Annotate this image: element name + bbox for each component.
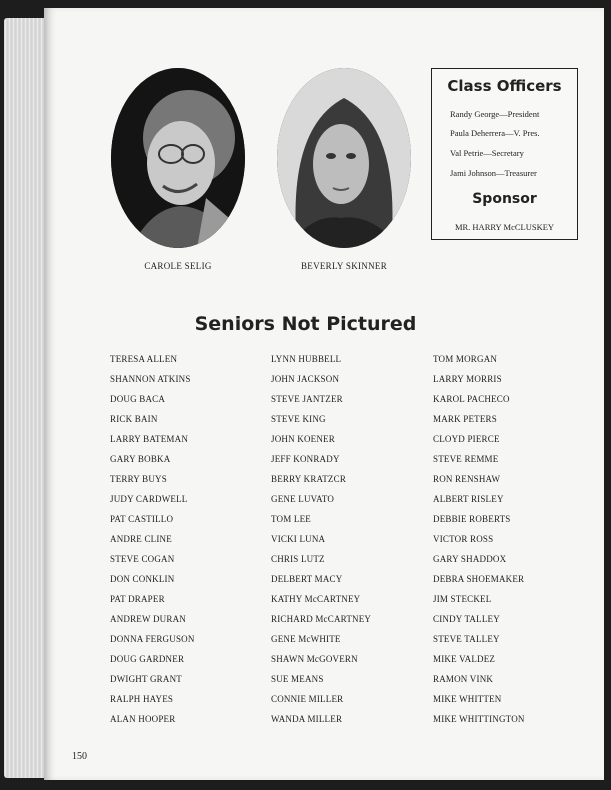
senior-name: DOUG GARDNER: [110, 654, 185, 664]
senior-name: KATHY McCARTNEY: [271, 594, 361, 604]
senior-name: VICTOR ROSS: [433, 534, 494, 544]
senior-name: TERESA ALLEN: [110, 354, 178, 364]
senior-name: LARRY BATEMAN: [110, 434, 189, 444]
senior-name: DWIGHT GRANT: [110, 674, 182, 684]
senior-name: ANDRE CLINE: [110, 534, 172, 544]
senior-name: TERRY BUYS: [110, 474, 167, 484]
senior-name: STEVE COGAN: [110, 554, 175, 564]
page-number: 150: [72, 751, 87, 762]
senior-name: MARK PETERS: [433, 414, 497, 424]
sponsor-name: MR. HARRY McCLUSKEY: [454, 222, 555, 232]
senior-name: STEVE KING: [271, 414, 326, 424]
senior-name: STEVE REMME: [433, 454, 499, 464]
names-column-3: [433, 354, 525, 734]
senior-name: TOM LEE: [271, 514, 311, 524]
book-page-edges: [4, 18, 48, 778]
section-title: Seniors Not Pictured: [194, 313, 417, 335]
portrait-photo-1: [111, 68, 245, 248]
senior-name: JOHN JACKSON: [271, 374, 340, 384]
senior-name: LYNN HUBBELL: [271, 354, 342, 364]
senior-name: DOUG BACA: [110, 394, 166, 404]
senior-name: GARY SHADDOX: [433, 554, 507, 564]
senior-name: STEVE TALLEY: [433, 634, 500, 644]
senior-name: JUDY CARDWELL: [110, 494, 188, 504]
names-column-2: [271, 354, 371, 734]
senior-name: CINDY TALLEY: [433, 614, 500, 624]
senior-name: DELBERT MACY: [271, 574, 343, 584]
senior-name: CLOYD PIERCE: [433, 434, 500, 444]
senior-name: MIKE WHITTEN: [433, 694, 502, 704]
senior-name: JOHN KOENER: [271, 434, 335, 444]
senior-name: ANDREW DURAN: [110, 614, 186, 624]
senior-name: DEBRA SHOEMAKER: [433, 574, 525, 584]
officer-line: Val Petrie—Secretary: [450, 148, 524, 158]
officer-line: Paula Deherrera—V. Pres.: [450, 128, 540, 138]
senior-name: PAT DRAPER: [110, 594, 165, 604]
senior-name: RAMON VINK: [433, 674, 494, 684]
senior-name: STEVE JANTZER: [271, 394, 343, 404]
senior-name: RON RENSHAW: [433, 474, 501, 484]
senior-name: BERRY KRATZCR: [271, 474, 347, 484]
portrait-caption-1: CAROLE SELIG: [144, 261, 212, 271]
senior-name: GARY BOBKA: [110, 454, 171, 464]
senior-name: SHANNON ATKINS: [110, 374, 191, 384]
senior-name: RICK BAIN: [110, 414, 158, 424]
senior-name: ALAN HOOPER: [110, 714, 176, 724]
senior-name: DEBBIE ROBERTS: [433, 514, 511, 524]
senior-name: CHRIS LUTZ: [271, 554, 325, 564]
class-officers-box: [431, 68, 578, 240]
senior-name: ALBERT RISLEY: [433, 494, 504, 504]
senior-name: MIKE WHITTINGTON: [433, 714, 525, 724]
officer-line: Randy George—President: [450, 109, 540, 119]
portrait-photo-2: [277, 68, 411, 248]
senior-name: CONNIE MILLER: [271, 694, 344, 704]
senior-name: GENE LUVATO: [271, 494, 335, 504]
senior-name: DON CONKLIN: [110, 574, 175, 584]
portrait-caption-2: BEVERLY SKINNER: [300, 261, 387, 271]
senior-name: WANDA MILLER: [271, 714, 343, 724]
senior-name: SUE MEANS: [271, 674, 324, 684]
senior-name: JIM STECKEL: [433, 594, 492, 604]
senior-name: MIKE VALDEZ: [433, 654, 496, 664]
names-column-1: [110, 354, 195, 734]
senior-name: JEFF KONRADY: [271, 454, 340, 464]
officer-line: Jami Johnson—Treasurer: [450, 168, 537, 178]
senior-name: SHAWN McGOVERN: [271, 654, 358, 664]
senior-name: VICKI LUNA: [271, 534, 326, 544]
class-officers-title: Class Officers: [447, 77, 562, 95]
senior-name: GENE McWHITE: [271, 634, 341, 644]
senior-name: RICHARD McCARTNEY: [271, 614, 372, 624]
senior-name: DONNA FERGUSON: [110, 634, 195, 644]
senior-name: LARRY MORRIS: [433, 374, 502, 384]
senior-name: RALPH HAYES: [110, 694, 174, 704]
senior-name: TOM MORGAN: [433, 354, 498, 364]
sponsor-title: Sponsor: [472, 191, 537, 207]
senior-name: KAROL PACHECO: [433, 394, 510, 404]
senior-name: PAT CASTILLO: [110, 514, 174, 524]
